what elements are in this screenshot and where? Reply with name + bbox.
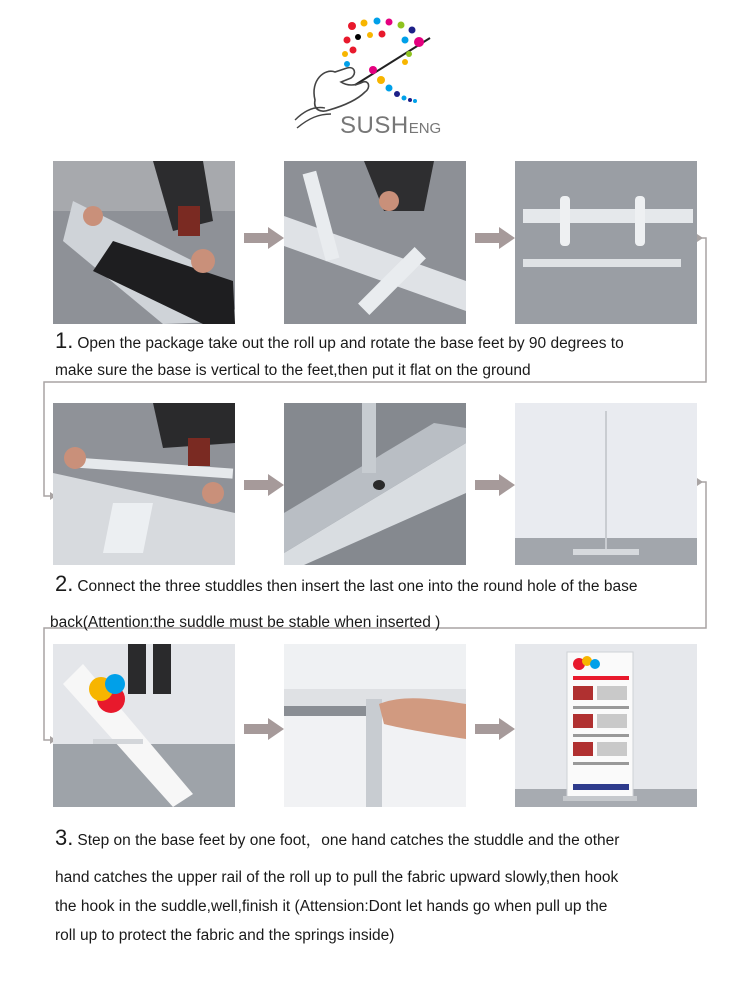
brand-name-main: SUSH	[340, 112, 409, 139]
brand-name-small: ENG	[408, 120, 442, 137]
arrow-right-icon	[475, 718, 515, 740]
step-3-line-1	[55, 823, 705, 855]
step-2-number: 2.	[55, 571, 74, 596]
step-1-line-1-text: Open the package take out the roll up and rotate the base feet by 90 degrees to	[77, 335, 624, 352]
arrow-right-icon	[244, 474, 284, 496]
hooking-rail-to-pole-photo	[284, 644, 466, 807]
pulling-fabric-up-photo	[53, 644, 235, 807]
arrow-right-icon	[475, 474, 515, 496]
base-flat-on-ground-photo	[515, 161, 697, 324]
brand-wordmark	[340, 112, 441, 140]
arrow-right-icon	[475, 227, 515, 249]
rotating-base-feet-photo	[284, 161, 466, 324]
pole-in-base-hole-photo	[284, 403, 466, 565]
step-2-line-1-text: Connect the three studdles then insert the last one into the round hole of the base	[77, 578, 638, 595]
step-2-line-1	[55, 566, 705, 605]
step-2-instructions	[50, 566, 705, 641]
step-3-line-2: hand catches the upper rail of the roll up to pull the fabric upward slowly,then hook	[55, 869, 619, 886]
step-3-line-1-text: Step on the base feet by one foot，one hand catches the studdle and the other	[77, 832, 620, 849]
connecting-pole-sections-photo	[53, 403, 235, 565]
step-1-line-1	[55, 327, 705, 357]
step-3-line-3: the hook in the suddle,well,finish it (Attension:Dont let hands go when pull up the	[55, 898, 608, 915]
unpacking-roll-up-photo	[53, 161, 235, 324]
step-3-line-4: roll up to protect the fabric and the springs inside)	[55, 927, 395, 944]
step-1-number: 1.	[55, 328, 74, 353]
step-3-instructions	[55, 823, 705, 950]
arrow-right-icon	[244, 227, 284, 249]
step-3-number: 3.	[55, 825, 74, 850]
step-1-line-2: make sure the base is vertical to the feet,then put it flat on the ground	[55, 362, 531, 379]
arrow-right-icon	[244, 718, 284, 740]
finished-banner-photo	[515, 644, 697, 807]
step-2-line-2: back(Attention:the suddle must be stable when inserted )	[50, 614, 441, 631]
step-1-instructions	[55, 327, 705, 384]
assembled-pole-standing-photo	[515, 403, 697, 565]
